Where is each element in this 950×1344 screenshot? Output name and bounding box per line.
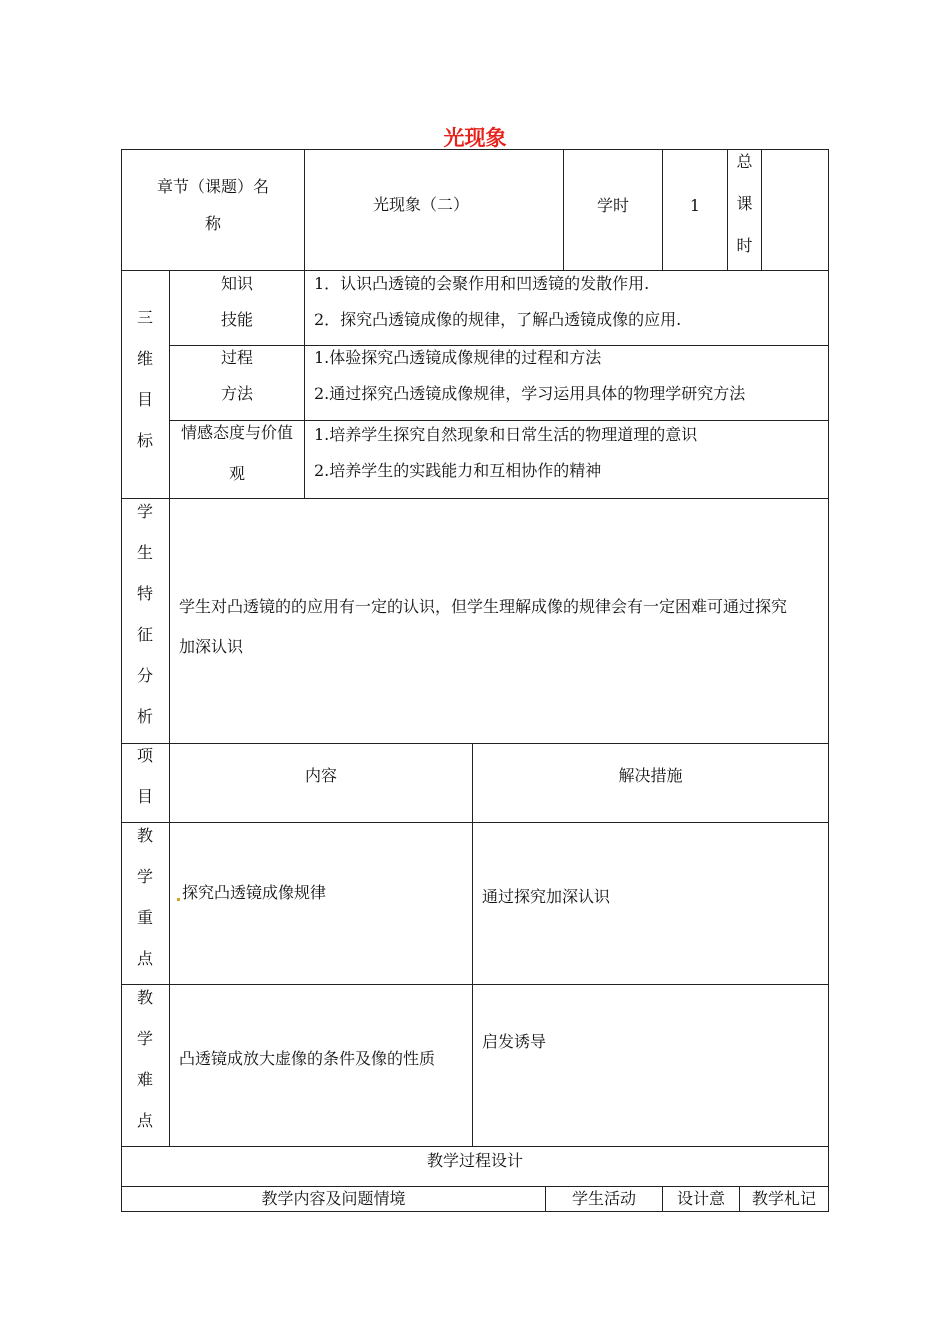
knowledge-label-line1: 知识 xyxy=(220,274,253,293)
process-label-line1: 过程 xyxy=(220,348,253,367)
student-analysis-label-char: 特 xyxy=(136,584,153,603)
text-cursor-marker xyxy=(177,898,180,901)
document-title: 光现象 xyxy=(443,126,507,150)
key-points-label-char: 学 xyxy=(136,867,153,886)
process-item-2: 2.通过探究凸透镜成像规律，学习运用具体的物理学研究方法 xyxy=(314,384,746,403)
process-design-col-student-label: 学生活动 xyxy=(571,1189,636,1208)
process-design-title: 教学过程设计 xyxy=(426,1151,523,1170)
student-analysis-text-line2: 加深认识 xyxy=(179,637,244,656)
cell-total-hours-value xyxy=(761,149,829,271)
student-analysis-label-char: 征 xyxy=(136,625,153,644)
difficulties-measures: 启发诱导 xyxy=(482,1032,547,1051)
process-design-col-intent-label: 设计意 xyxy=(676,1189,725,1208)
process-label-line2: 方法 xyxy=(220,384,253,403)
emotion-label-line1: 情感态度与价值 xyxy=(180,423,293,442)
items-label-char: 目 xyxy=(136,787,153,806)
hours-value: 1 xyxy=(689,196,701,215)
total-hours-label-1: 总 xyxy=(736,152,753,171)
goals-label-char: 三 xyxy=(136,308,153,327)
emotion-item-1: 1.培养学生探究自然现象和日常生活的物理道理的意识 xyxy=(314,425,698,444)
difficulties-label-char: 难 xyxy=(136,1070,153,1089)
difficulties-measures-cell xyxy=(472,984,829,1147)
student-analysis-label-char: 析 xyxy=(136,707,153,726)
student-analysis-text-line1: 学生对凸透镜的的应用有一定的认识，但学生理解成像的规律会有一定困难可通过探究 xyxy=(179,597,788,616)
key-points-label-char: 重 xyxy=(136,908,153,927)
knowledge-item-1: 1．认识凸透镜的会聚作用和凹透镜的发散作用. xyxy=(314,274,650,293)
goals-label-char: 维 xyxy=(136,349,153,368)
student-analysis-label-char: 分 xyxy=(136,666,153,685)
difficulties-label-char: 点 xyxy=(136,1111,153,1130)
chapter-name: 光现象（二） xyxy=(373,195,470,214)
knowledge-item-2: 2．探究凸透镜成像的规律，了解凸透镜成像的应用. xyxy=(314,310,682,329)
key-points-content-cell xyxy=(169,822,473,985)
items-content-header: 内容 xyxy=(304,766,337,785)
difficulties-content: 凸透镜成放大虚像的条件及像的性质 xyxy=(179,1049,436,1068)
process-item-1: 1.体验探究凸透镜成像规律的过程和方法 xyxy=(314,348,602,367)
goals-label-char: 标 xyxy=(136,431,153,450)
goals-label-char: 目 xyxy=(136,390,153,409)
key-points-content: 探究凸透镜成像规律 xyxy=(182,883,327,902)
process-design-col-content-label: 教学内容及问题情境 xyxy=(261,1189,406,1208)
student-analysis-label-char: 学 xyxy=(136,502,153,521)
total-hours-label-2: 课 xyxy=(736,194,753,213)
student-analysis-label-char: 生 xyxy=(136,543,153,562)
chapter-label-line2: 称 xyxy=(204,214,221,233)
difficulties-label-char: 学 xyxy=(136,1029,153,1048)
knowledge-label-line2: 技能 xyxy=(220,310,253,329)
student-analysis-content-cell xyxy=(169,498,829,744)
items-label-char: 项 xyxy=(136,746,153,765)
key-points-label-char: 教 xyxy=(136,826,153,845)
goals-label-cell xyxy=(121,270,170,499)
total-hours-label-3: 时 xyxy=(736,236,753,255)
key-points-label-char: 点 xyxy=(136,949,153,968)
hours-label: 学时 xyxy=(596,196,629,215)
cell-chapter-label xyxy=(121,149,305,271)
difficulties-label-char: 教 xyxy=(136,988,153,1007)
items-measures-header: 解决措施 xyxy=(618,766,683,785)
process-design-col-notes-label: 教学札记 xyxy=(751,1189,816,1208)
key-points-measures: 通过探究加深认识 xyxy=(482,887,611,906)
chapter-label-line1: 章节（课题）名 xyxy=(156,177,269,196)
emotion-label-line2: 观 xyxy=(228,464,245,483)
emotion-item-2: 2.培养学生的实践能力和互相协作的精神 xyxy=(314,461,602,480)
